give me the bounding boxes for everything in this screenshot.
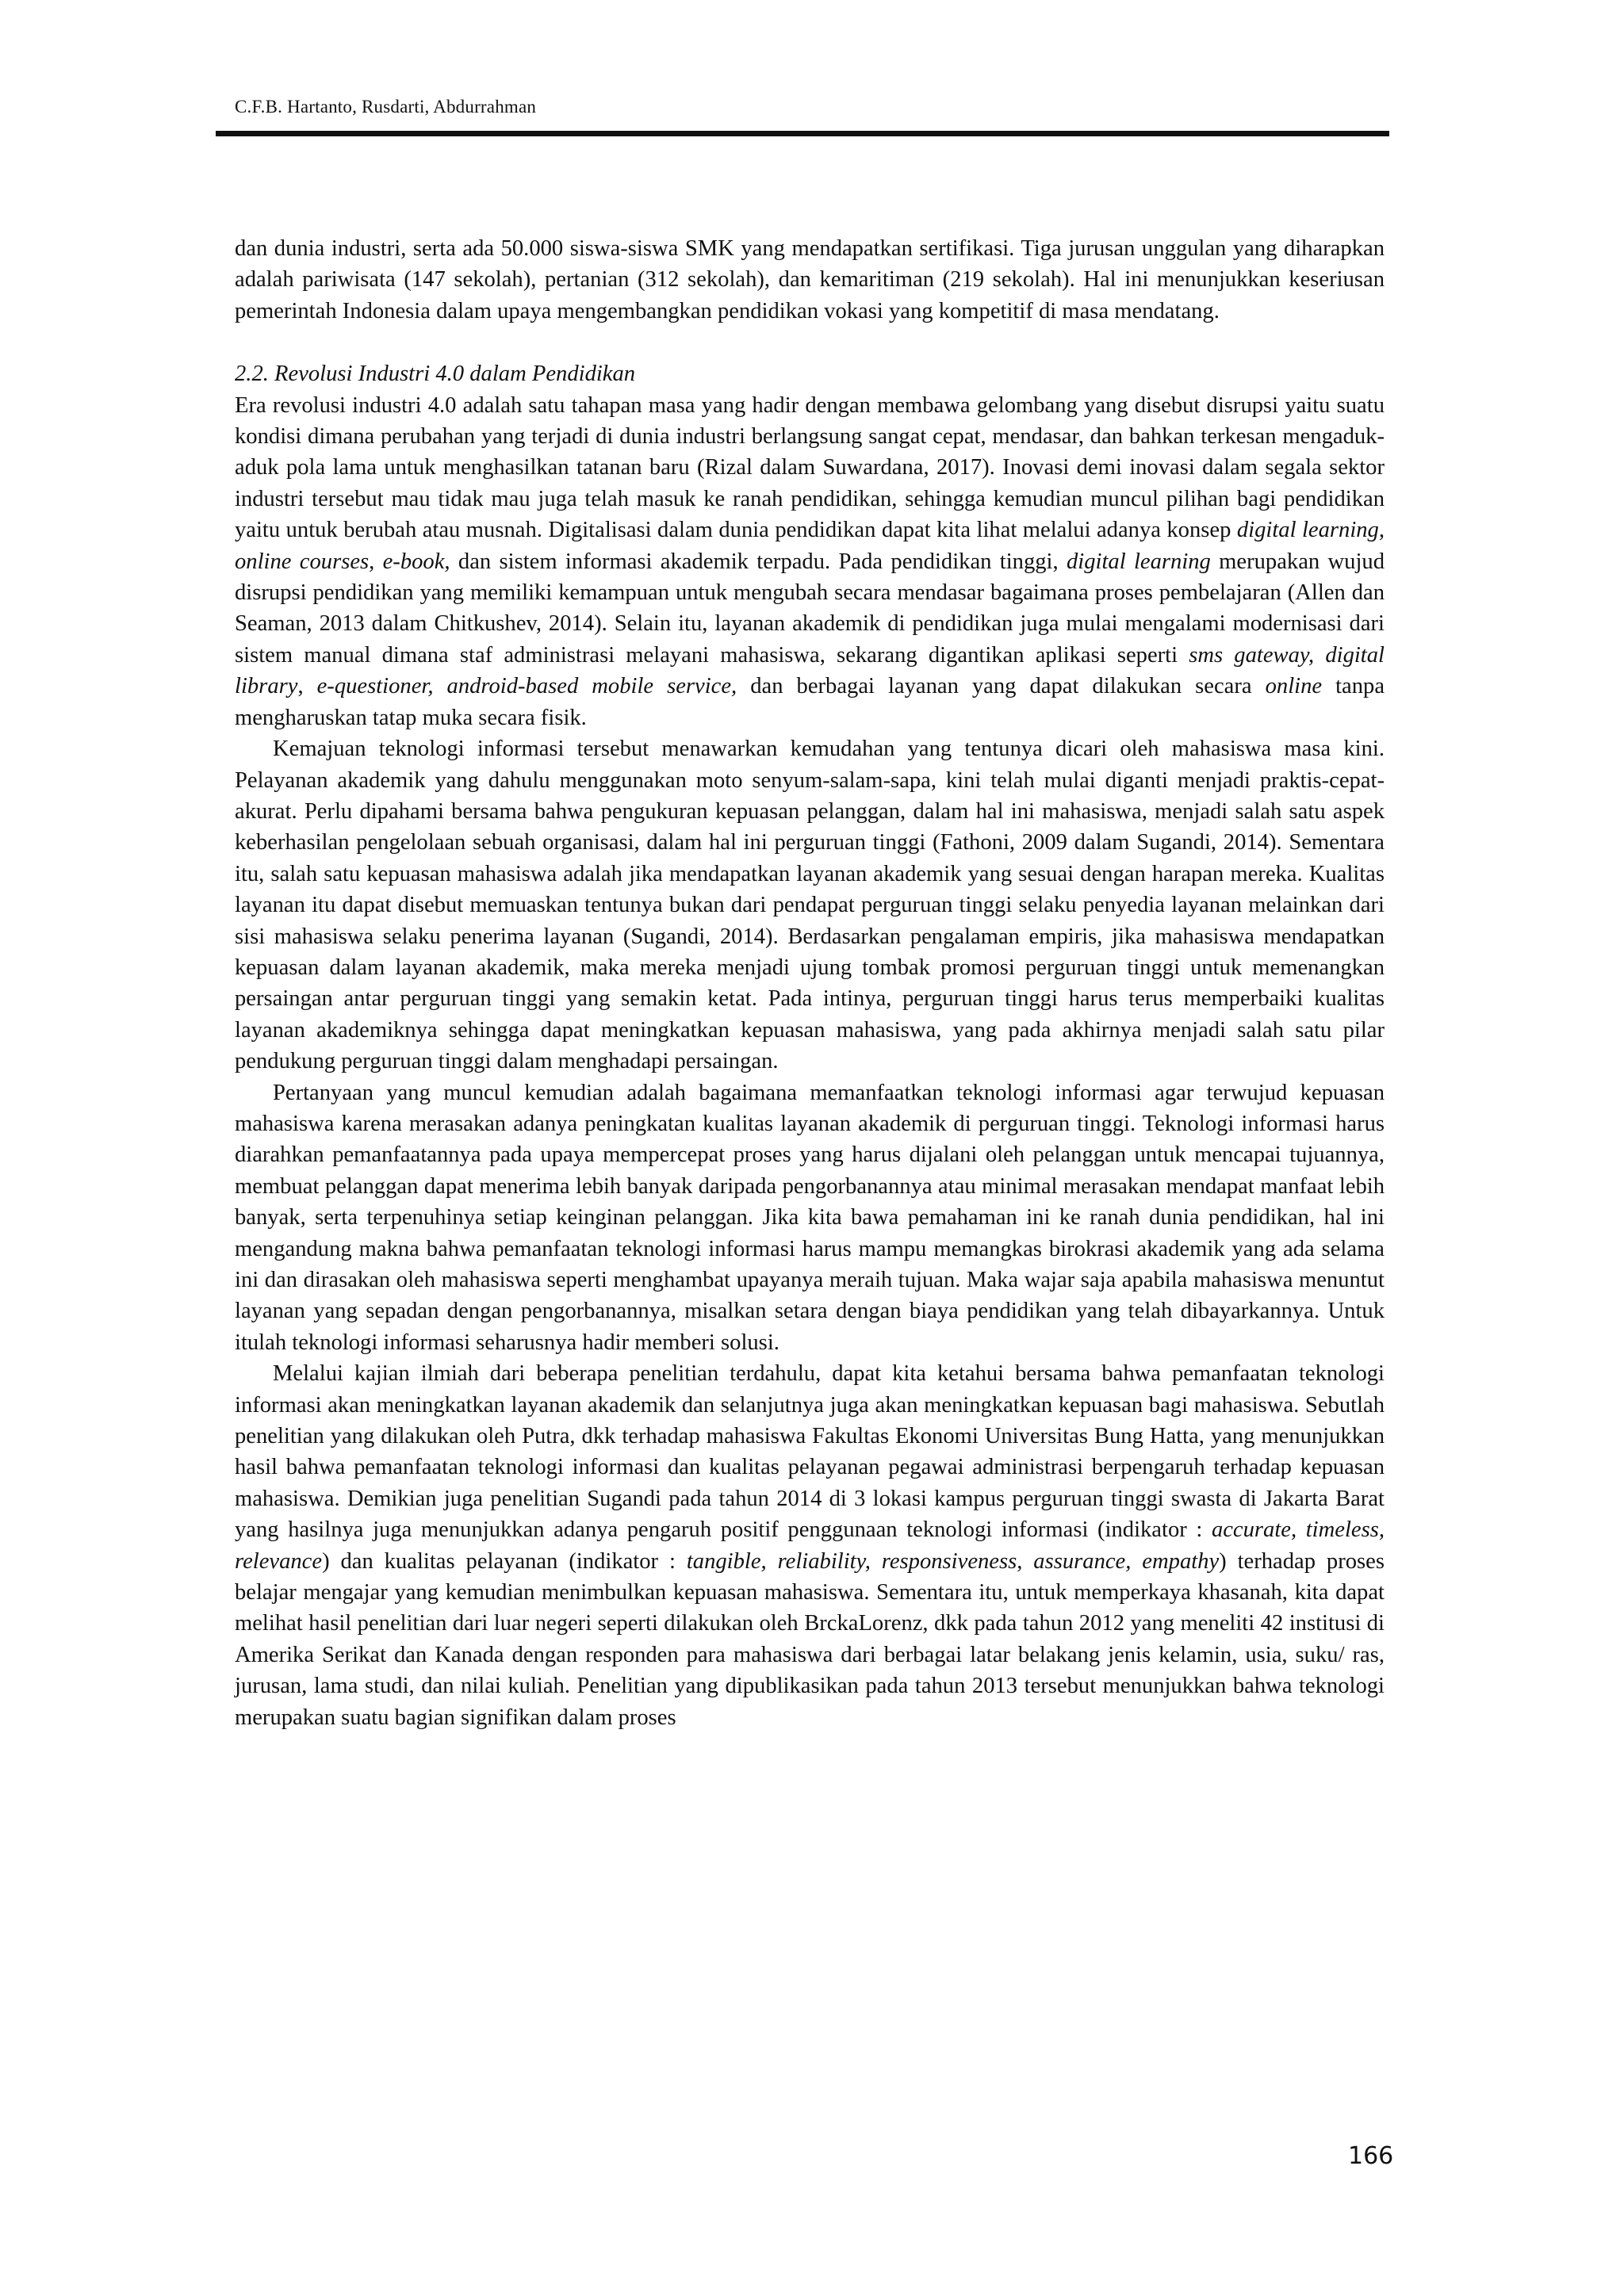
running-head-authors: C.F.B. Hartanto, Rusdarti, Abdurrahman: [235, 97, 537, 117]
page-number: 166: [1348, 2142, 1394, 2170]
text-run: dan sistem informasi akademik terpadu. Pada pendidikan tinggi,: [450, 549, 1067, 574]
paragraph-intro: dan dunia industri, serta ada 50.000 siswa-siswa SMK yang mendapatkan sertifikasi. Tiga jurusan unggulan yang diharapkan adalah pariwisata (147 sekolah), pertanian (312 sekolah), dan kemaritiman (219 sekolah). Hal ini menunjukkan keseriusan pemerintah Indonesia dalam upaya mengembangkan pendidikan vokasi yang kompetitif di masa mendatang.: [235, 236, 1385, 323]
header-rule: [216, 131, 1389, 136]
text-run: Era revolusi industri 4.0 adalah satu tahapan masa yang hadir dengan membawa gelombang yang disebut disrupsi yaitu suatu kondisi dimana perubahan yang terjadi di dunia industri berlangsung sangat cepat, mendasar, dan bahkan terkesan mengaduk-aduk pola lama untuk menghasilkan tatanan baru (Rizal dalam Suwardana, 2017). Inovasi demi inovasi dalam segala sektor industri tersebut mau tidak mau juga telah masuk ke ranah pendidikan, sehingga kemudian muncul pilihan bagi pendidikan yaitu untuk berubah atau musnah. Digitalisasi dalam dunia pendidikan dapat kita lihat melalui adanya konsep: [235, 392, 1385, 543]
italic-term: sms gateway, digital library: [235, 642, 1385, 699]
text-run: merupakan wujud disrupsi pendidikan yang memiliki kemampuan untuk mengubah secara mendasar bagaimana proses pembelajaran (Allen dan Seaman, 2013 dalam Chitkushev, 2014). Selain itu, layanan akademik di pendidikan juga mulai mengalami modernisasi dari sistem manual dimana staf administrasi melayani mahasiswa, sekarang digantikan aplikasi seperti: [235, 549, 1385, 668]
text-run: Melalui kajian ilmiah dari beberapa penelitian terdahulu, dapat kita ketahui bersama bahwa pemanfaatan teknologi informasi akan meningkatkan layanan akademik dan selanjutnya juga akan meningkatkan kepuasan bagi mahasiswa. Sebutlah penelitian yang dilakukan oleh Putra, dkk terhadap mahasiswa Fakultas Ekonomi Universitas Bung Hatta, yang menunjukkan hasil bahwa pemanfaatan teknologi informasi dan kualitas pelayanan pegawai administrasi berpengaruh terhadap kepuasan mahasiswa. Demikian juga penelitian Sugandi pada tahun 2014 di 3 lokasi kampus perguruan tinggi swasta di Jakarta Barat yang hasilnya juga menunjukkan adanya pengaruh positif penggunaan teknologi informasi (indikator :: [235, 1361, 1385, 1543]
text-run: ) terhadap proses belajar mengajar yang kemudian menimbulkan kepuasan mahasiswa. Sementara itu, untuk memperkaya khasanah, kita dapat melihat hasil penelitian dari luar negeri seperti dilakukan oleh BrckaLorenz, dkk pada tahun 2012 yang meneliti 42 institusi di Amerika Serikat dan Kanada dengan responden para mahasiswa dari berbagai latar belakang jenis kelamin, usia, suku/ ras, jurusan, lama studi, dan nilai kuliah. Penelitian yang dipublikasikan pada tahun 2013 tersebut menunjukkan bahwa teknologi merupakan suatu bagian signifikan dalam proses: [235, 1548, 1385, 1730]
paragraph-kajian-ilmiah: [235, 1358, 1385, 1733]
paragraph-kemajuan-teknologi: Kemajuan teknologi informasi tersebut menawarkan kemudahan yang tentunya dicari oleh mahasiswa masa kini. Pelayanan akademik yang dahulu menggunakan moto senyum-salam-sapa, kini telah mulai diganti menjadi praktis-cepat-akurat. Perlu dipahami bersama bahwa pengukuran kepuasan pelanggan, dalam hal ini mahasiswa, menjadi salah satu aspek keberhasilan pengelolaan sebuah organisasi, dalam hal ini perguruan tinggi (Fathoni, 2009 dalam Sugandi, 2014). Sementara itu, salah satu kepuasan mahasiswa adalah jika mendapatkan layanan akademik yang sesuai dengan harapan mereka. Kualitas layanan itu dapat disebut memuaskan tentunya bukan dari pendapat perguruan tinggi selaku penyedia layanan melainkan dari sisi mahasiswa selaku penerima layanan (Sugandi, 2014). Berdasarkan pengalaman empiris, jika mahasiswa mendapatkan kepuasan dalam layanan akademik, maka mereka menjadi ujung tombak promosi perguruan tinggi untuk memenangkan persaingan antar perguruan tinggi yang semakin ketat. Pada intinya, perguruan tinggi harus terus memperbaiki kualitas layanan akademiknya sehingga dapat meningkatkan kepuasan mahasiswa, yang pada akhirnya menjadi salah satu pilar pendukung perguruan tinggi dalam menghadapi persaingan.: [235, 737, 1385, 1074]
paragraph-revolusi-industri: [235, 390, 1385, 733]
italic-term: digital learning: [1066, 549, 1211, 574]
text-run: tanpa mengharuskan tatap muka secara fisik.: [235, 674, 1385, 730]
text-run: dan berbagai layanan yang dapat dilakukan secara: [737, 674, 1266, 699]
italic-term: online: [1265, 674, 1323, 699]
text-run: ,: [297, 674, 317, 699]
article-body: [235, 233, 1385, 1733]
italic-term: digital learning, online courses, e-book,: [235, 518, 1385, 574]
italic-term: accurate, timeless, relevance: [235, 1517, 1385, 1574]
text-run: ) dan kualitas pelayanan (indikator :: [322, 1548, 687, 1574]
section-heading-2-2: 2.2. Revolusi Industri 4.0 dalam Pendidikan: [235, 362, 636, 387]
paragraph-pertanyaan: Pertanyaan yang muncul kemudian adalah bagaimana memanfaatkan teknologi informasi agar terwujud kepuasan mahasiswa karena merasakan adanya peningkatan kualitas layanan akademik di perguruan tinggi. Teknologi informasi harus diarahkan pemanfaatannya pada upaya mempercepat proses yang harus dijalani oleh pelanggan untuk mencapai tujuannya, membuat pelanggan dapat menerima lebih banyak daripada pengorbanannya atau minimal merasakan mendapat manfaat lebih banyak, serta terpenuhinya setiap keinginan pelanggan. Jika kita bawa pemahaman ini ke ranah dunia pendidikan, hal ini mengandung makna bahwa pemanfaatan teknologi informasi harus mampu memangkas birokrasi akademik yang ada selama ini dan dirasakan oleh mahasiswa seperti menghambat upayanya meraih tujuan. Maka wajar saja apabila mahasiswa menuntut layanan yang sepadan dengan pengorbanannya, misalkan setara dengan biaya pendidikan yang telah dibayarkannya. Untuk itulah teknologi informasi seharusnya hadir memberi solusi.: [235, 1080, 1385, 1355]
italic-term: tangible, reliability, responsiveness, assurance, empathy: [686, 1548, 1220, 1574]
italic-term: e-questioner, android-based mobile service,: [316, 674, 737, 699]
